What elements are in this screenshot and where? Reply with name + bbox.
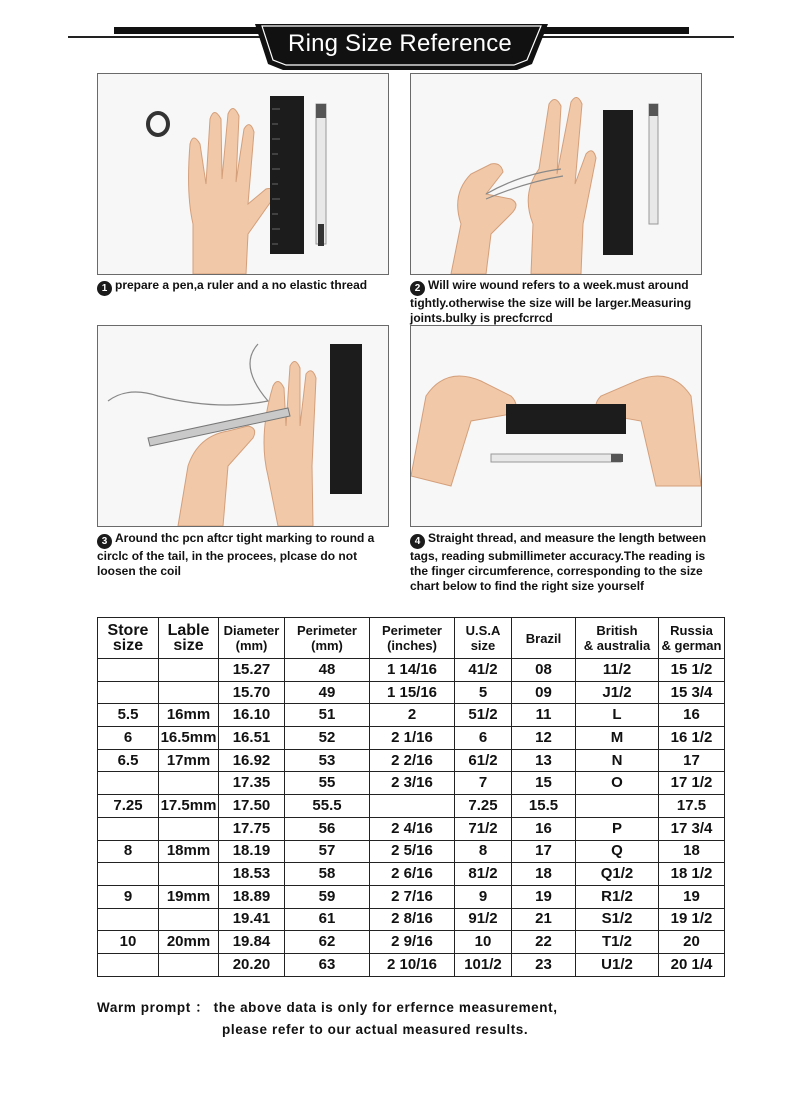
table-cell: 17 (512, 840, 576, 863)
table-cell (98, 953, 159, 976)
table-cell: 08 (512, 659, 576, 682)
table-row (98, 817, 725, 840)
photo-panel-2 (410, 73, 702, 275)
step-2-caption (410, 278, 720, 326)
table-cell: 2 3/16 (370, 772, 455, 795)
table-cell: Q1/2 (576, 863, 659, 886)
table-row (98, 885, 725, 908)
table-cell (98, 863, 159, 886)
column-header-line-1: Perimeter (382, 623, 442, 638)
table-cell: M (576, 727, 659, 750)
table-cell: 63 (285, 953, 370, 976)
table-cell (98, 681, 159, 704)
table-header-row (98, 618, 725, 659)
table-cell (159, 681, 219, 704)
table-cell: 13 (512, 749, 576, 772)
column-header (285, 618, 370, 659)
table-cell: 19.84 (219, 931, 285, 954)
table-cell: 10 (455, 931, 512, 954)
photo-panel-4 (410, 325, 702, 527)
table-cell: 17.5 (659, 795, 725, 818)
step-number-badge: 1 (97, 281, 112, 296)
table-cell: N (576, 749, 659, 772)
table-cell: 16.10 (219, 704, 285, 727)
table-cell: 7.25 (98, 795, 159, 818)
ruler-image (270, 96, 304, 254)
step-number-badge: 4 (410, 534, 425, 549)
table-cell: 18.89 (219, 885, 285, 908)
table-cell (159, 863, 219, 886)
table-cell: 16 1/2 (659, 727, 725, 750)
table-cell: J1/2 (576, 681, 659, 704)
page-title: Ring Size Reference (288, 30, 512, 57)
warm-prompt-line-2: please refer to our actual measured results. (222, 1022, 529, 1037)
table-cell: 2 4/16 (370, 817, 455, 840)
table-cell (370, 795, 455, 818)
table-cell: 71/2 (455, 817, 512, 840)
table-cell: 48 (285, 659, 370, 682)
step-3-caption (97, 531, 397, 579)
table-cell (159, 659, 219, 682)
table-cell: 52 (285, 727, 370, 750)
table-cell: 9 (455, 885, 512, 908)
step-4-caption (410, 531, 720, 594)
column-header-line-2: size (173, 637, 204, 654)
table-cell: 5 (455, 681, 512, 704)
table-cell: 61 (285, 908, 370, 931)
photo-panel-1 (97, 73, 389, 275)
table-cell: 19mm (159, 885, 219, 908)
table-cell: 12 (512, 727, 576, 750)
table-cell: 2 9/16 (370, 931, 455, 954)
table-cell: 17.5mm (159, 795, 219, 818)
column-header (159, 618, 219, 659)
column-header-line-2: (inches) (387, 638, 437, 653)
table-cell: 5.5 (98, 704, 159, 727)
table-cell: 20.20 (219, 953, 285, 976)
table-cell: 9 (98, 885, 159, 908)
table-cell: 15.70 (219, 681, 285, 704)
table-row (98, 795, 725, 818)
table-cell: 2 5/16 (370, 840, 455, 863)
table-cell: 1 14/16 (370, 659, 455, 682)
table-cell: 6 (98, 727, 159, 750)
column-header-line-2: & german (661, 638, 722, 653)
table-cell: S1/2 (576, 908, 659, 931)
table-cell: 22 (512, 931, 576, 954)
table-cell: 16 (512, 817, 576, 840)
table-cell: 18mm (159, 840, 219, 863)
table-cell: 17.50 (219, 795, 285, 818)
table-cell: 101/2 (455, 953, 512, 976)
table-row (98, 659, 725, 682)
pen-image (491, 454, 623, 462)
table-cell: 17mm (159, 749, 219, 772)
column-header-line-2: (mm) (235, 638, 268, 653)
table-cell: 16.51 (219, 727, 285, 750)
table-cell: 10 (98, 931, 159, 954)
table-cell (98, 659, 159, 682)
table-cell: 55 (285, 772, 370, 795)
column-header-line-2: size (112, 637, 144, 654)
table-cell: 17 (659, 749, 725, 772)
table-cell: 53 (285, 749, 370, 772)
table-cell: 61/2 (455, 749, 512, 772)
table-cell: 19 (659, 885, 725, 908)
table-cell: O (576, 772, 659, 795)
table-cell: 62 (285, 931, 370, 954)
table-cell: 58 (285, 863, 370, 886)
column-header-line-2: (mm) (311, 638, 343, 653)
table-cell: 15 (512, 772, 576, 795)
column-header (219, 618, 285, 659)
table-cell: 21 (512, 908, 576, 931)
table-cell: 2 8/16 (370, 908, 455, 931)
table-cell: 8 (98, 840, 159, 863)
table-cell (98, 908, 159, 931)
column-header (576, 618, 659, 659)
table-cell: 17 1/2 (659, 772, 725, 795)
table-cell: 17.35 (219, 772, 285, 795)
table-cell: 23 (512, 953, 576, 976)
table-cell: 2 6/16 (370, 863, 455, 886)
table-cell: 19 1/2 (659, 908, 725, 931)
table-cell: T1/2 (576, 931, 659, 954)
table-cell: 20 (659, 931, 725, 954)
column-header (512, 618, 576, 659)
table-row (98, 908, 725, 931)
ruler-image (603, 110, 633, 255)
table-cell: 11 (512, 704, 576, 727)
table-cell: 51 (285, 704, 370, 727)
table-cell: 16mm (159, 704, 219, 727)
photo-panel-3 (97, 325, 389, 527)
table-cell: 59 (285, 885, 370, 908)
table-cell: 15.27 (219, 659, 285, 682)
table-cell: 17 3/4 (659, 817, 725, 840)
table-cell: 20mm (159, 931, 219, 954)
table-cell: 57 (285, 840, 370, 863)
column-header (98, 618, 159, 659)
table-cell: 91/2 (455, 908, 512, 931)
step-1-caption (97, 278, 397, 296)
table-cell: 16.5mm (159, 727, 219, 750)
table-cell: 41/2 (455, 659, 512, 682)
column-header-line-2: & australia (583, 638, 651, 653)
table-row (98, 681, 725, 704)
table-cell: 09 (512, 681, 576, 704)
table-cell: 16.92 (219, 749, 285, 772)
table-cell: 51/2 (455, 704, 512, 727)
pen-image (649, 104, 658, 224)
table-cell: 7.25 (455, 795, 512, 818)
table-cell (159, 817, 219, 840)
table-row (98, 727, 725, 750)
column-header-line-1: Perimeter (297, 623, 357, 638)
table-cell: 11/2 (576, 659, 659, 682)
table-cell: Q (576, 840, 659, 863)
table-cell: 81/2 (455, 863, 512, 886)
column-header-line-1: Russia (670, 623, 713, 638)
table-row (98, 863, 725, 886)
column-header (370, 618, 455, 659)
table-cell: 2 2/16 (370, 749, 455, 772)
ring-size-table (97, 617, 725, 977)
table-cell: 19.41 (219, 908, 285, 931)
column-header-line-2: size (470, 638, 496, 653)
warm-prompt (97, 996, 558, 1016)
table-cell (576, 795, 659, 818)
table-cell: 19 (512, 885, 576, 908)
table-cell: 2 (370, 704, 455, 727)
step-number-badge: 2 (410, 281, 425, 296)
table-cell: R1/2 (576, 885, 659, 908)
table-cell: 18 (659, 840, 725, 863)
step-number-badge: 3 (97, 534, 112, 549)
table-cell: 56 (285, 817, 370, 840)
table-cell: 8 (455, 840, 512, 863)
table-cell (159, 953, 219, 976)
table-cell (98, 772, 159, 795)
table-cell: 7 (455, 772, 512, 795)
ruler-image (330, 344, 362, 494)
table-cell: 6.5 (98, 749, 159, 772)
table-cell: 16 (659, 704, 725, 727)
column-header-line-1: British (596, 623, 638, 638)
column-header-line-1: Brazil (525, 630, 562, 646)
table-cell (98, 817, 159, 840)
column-header (659, 618, 725, 659)
table-row (98, 953, 725, 976)
table-cell (159, 908, 219, 931)
table-cell: 20 1/4 (659, 953, 725, 976)
column-header-line-1: Lable (167, 622, 210, 639)
table-cell: 18 1/2 (659, 863, 725, 886)
column-header (455, 618, 512, 659)
warm-prompt-label: Warm prompt ： (97, 1000, 210, 1015)
table-cell: U1/2 (576, 953, 659, 976)
step-text: Straight thread, and measure the length between tags, reading submillimeter accuracy.The reading is the finger circumference, corresponding to the size chart below to find the right size yourself (410, 531, 707, 593)
column-header-line-1: U.S.A (465, 623, 501, 638)
table-row (98, 772, 725, 795)
table-cell: 2 7/16 (370, 885, 455, 908)
table-cell: 18.19 (219, 840, 285, 863)
table-row (98, 749, 725, 772)
table-cell: 55.5 (285, 795, 370, 818)
table-cell: 2 10/16 (370, 953, 455, 976)
table-row (98, 931, 725, 954)
table-cell: 15 3/4 (659, 681, 725, 704)
table-row (98, 840, 725, 863)
table-cell (159, 772, 219, 795)
step-text: Will wire wound refers to a week.must around tightly.otherwise the size will be larger.Measuring joints.bulky is precfcrrcd (410, 278, 692, 325)
step-text: prepare a pen,a ruler and a no elastic thread (115, 278, 368, 292)
table-cell: 49 (285, 681, 370, 704)
table-cell: P (576, 817, 659, 840)
table-cell: 1 15/16 (370, 681, 455, 704)
warm-prompt-line-1: the above data is only for erfernce measurement, (213, 1000, 558, 1015)
step-text: Around thc pcn aftcr tight marking to round a circlc of the tail, in the procees, plcase do not loosen the coil (97, 531, 375, 578)
table-cell: 2 1/16 (370, 727, 455, 750)
table-row (98, 704, 725, 727)
pen-image (316, 104, 326, 246)
table-cell: L (576, 704, 659, 727)
table-cell: 18 (512, 863, 576, 886)
table-cell: 15 1/2 (659, 659, 725, 682)
table-cell: 6 (455, 727, 512, 750)
column-header-line-1: Diameter (223, 623, 280, 638)
column-header-line-1: Store (107, 622, 149, 639)
table-cell: 18.53 (219, 863, 285, 886)
table-cell: 15.5 (512, 795, 576, 818)
ruler-image (506, 404, 626, 434)
table-cell: 17.75 (219, 817, 285, 840)
